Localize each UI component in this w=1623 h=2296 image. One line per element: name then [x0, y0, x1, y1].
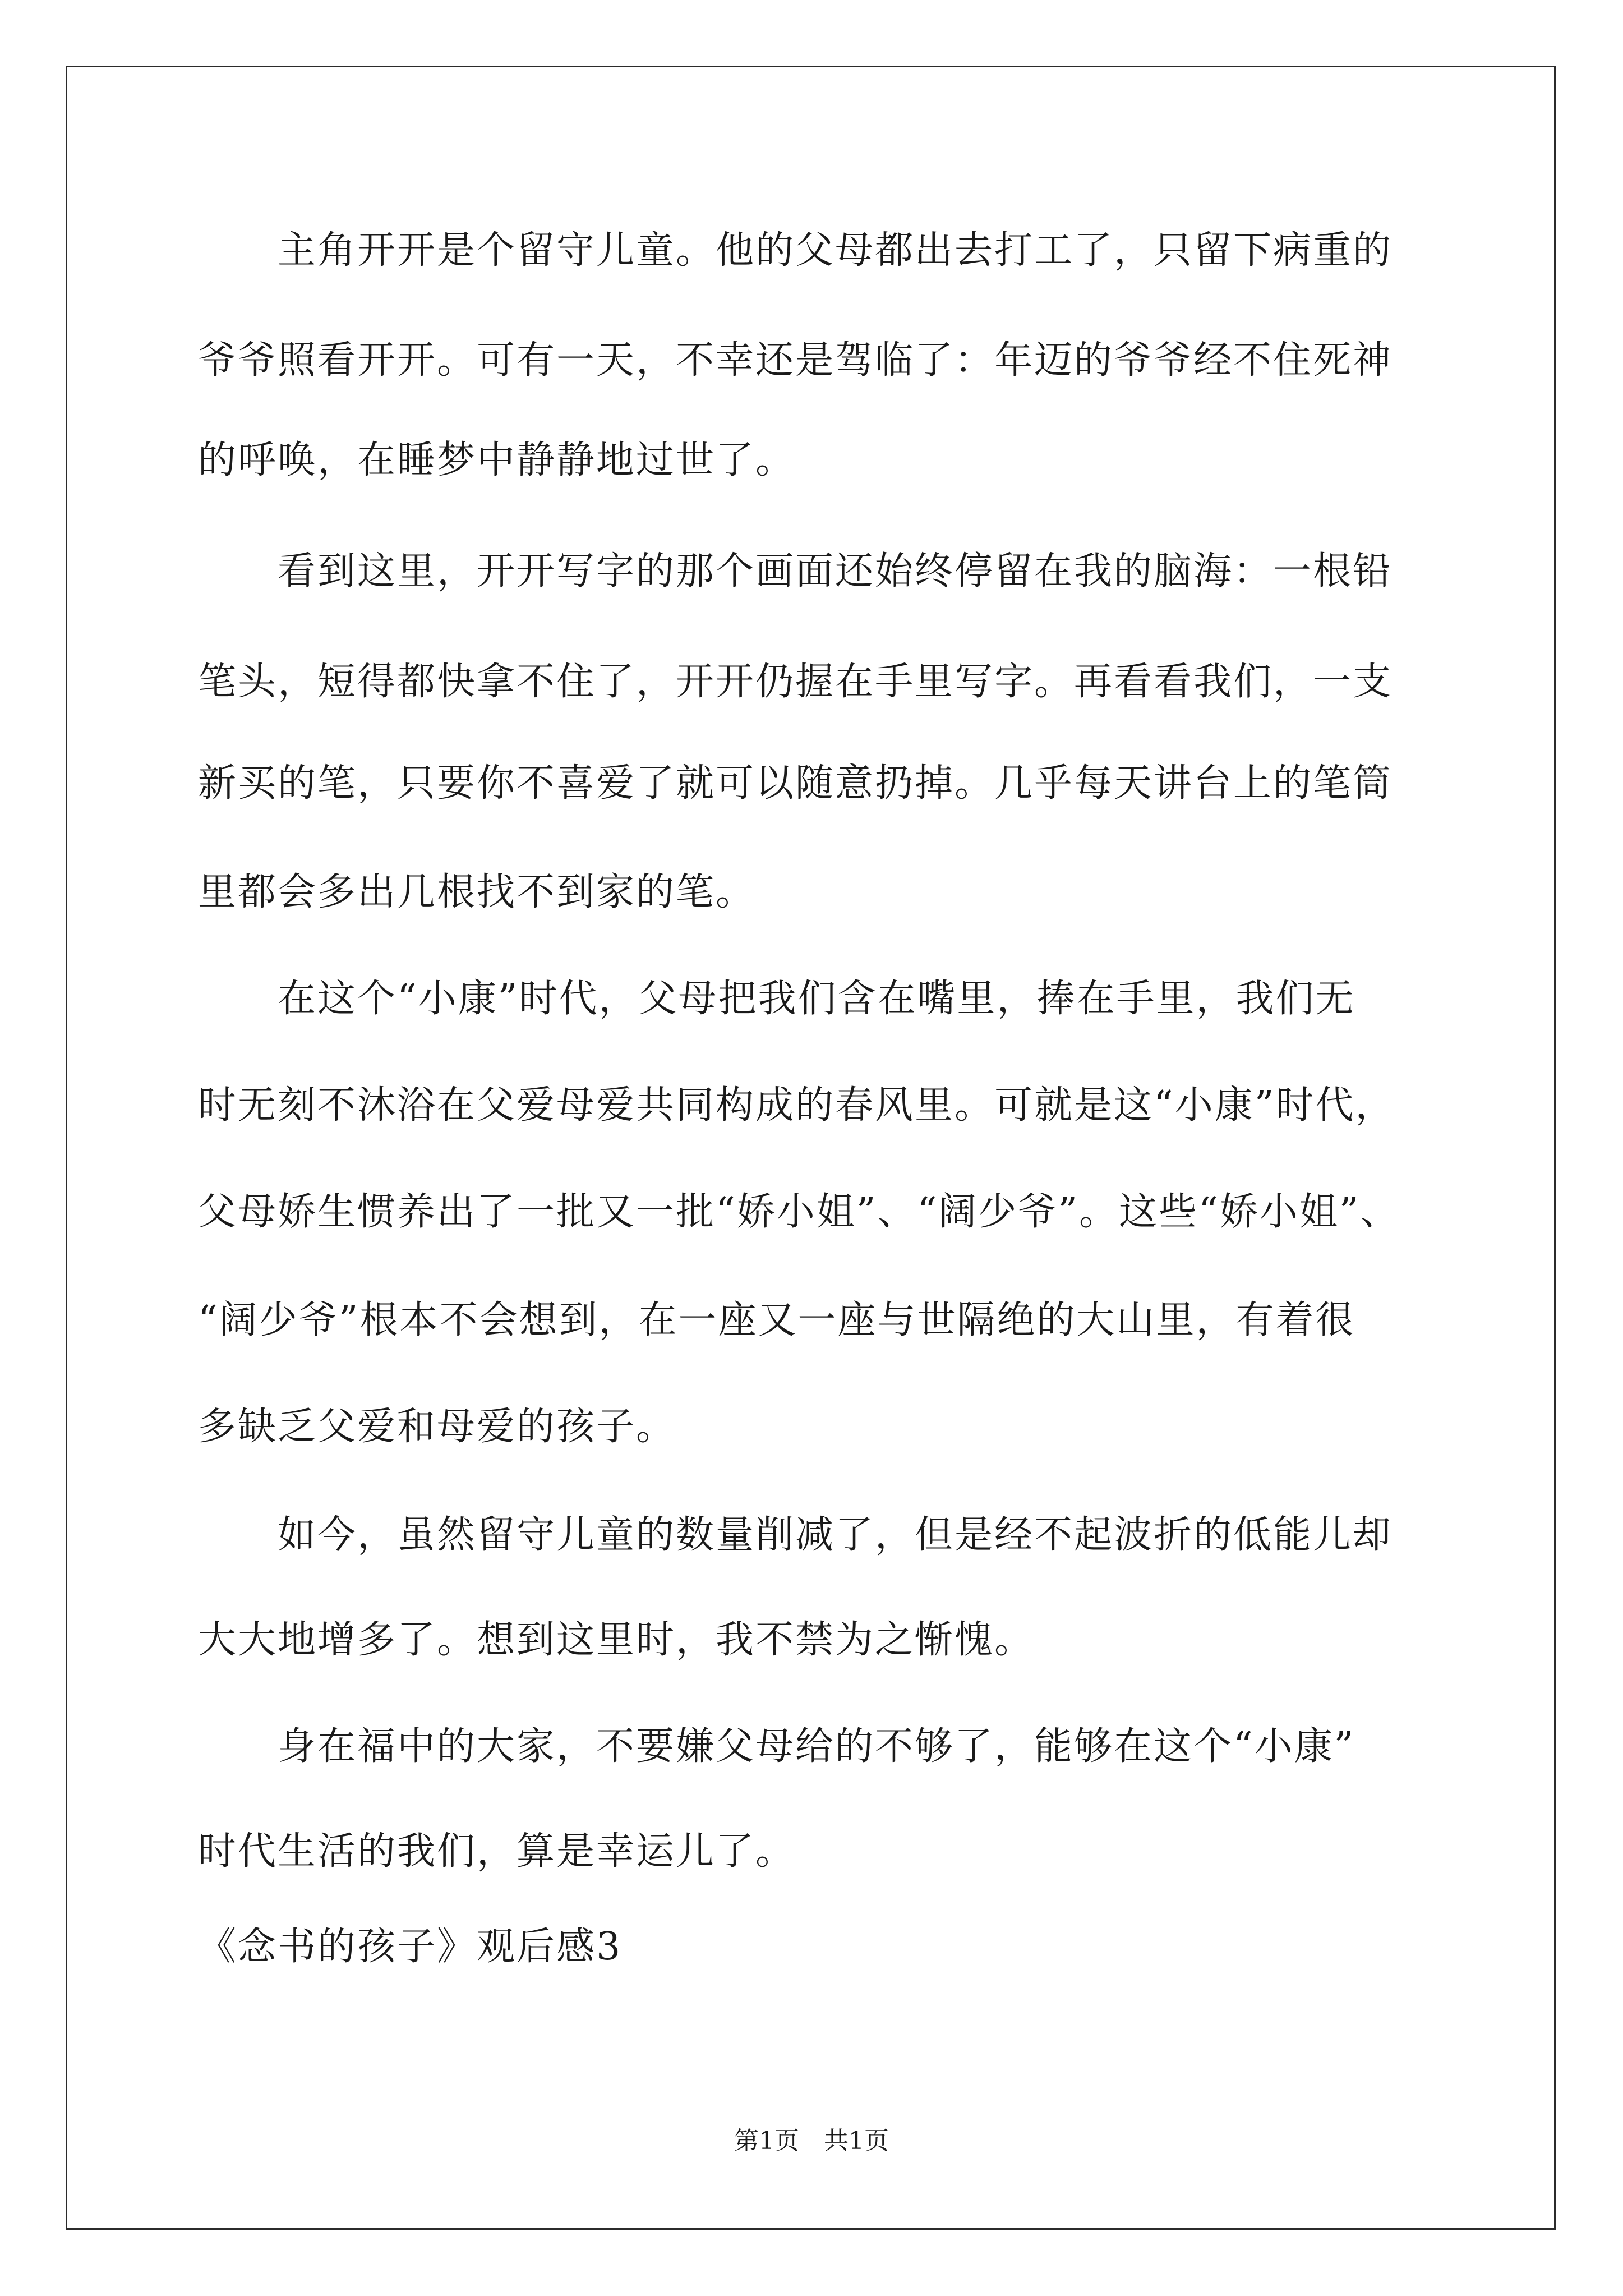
text-line: 在这个“小康”时代，父母把我们含在嘴里，捧在手里，我们无: [198, 977, 1355, 1021]
page-footer: 第1页 共1页: [734, 2127, 889, 2155]
text-line: 时无刻不沐浴在父爱母爱共同构成的春风里。可就是这“小康”时代，: [198, 1083, 1395, 1128]
text-line: 大大地增多了。想到这里时，我不禁为之惭愧。: [198, 1618, 1035, 1662]
text-line: 里都会多出几根找不到家的笔。: [198, 870, 756, 914]
text-line: 身在福中的大家，不要嫌父母给的不够了，能够在这个“小康”: [198, 1724, 1355, 1769]
text-line: “阔少爷”根本不会想到，在一座又一座与世隔绝的大山里，有着很: [198, 1298, 1355, 1342]
text-line: 看到这里，开开写字的那个画面还始终停留在我的脑海：一根铅: [198, 549, 1393, 593]
section-heading: 《念书的孩子》观后感3: [198, 1925, 623, 1969]
text-line: 父母娇生惯养出了一批又一批“娇小姐”、“阔少爷”。这些“娇小姐”、: [198, 1190, 1400, 1234]
text-line: 多缺乏父爱和母爱的孩子。: [198, 1405, 676, 1449]
text-line: 主角开开是个留守儿童。他的父母都出去打工了，只留下病重的: [198, 228, 1393, 273]
page-border: [66, 66, 1556, 2230]
text-line: 爷爷照看开开。可有一天，不幸还是驾临了：年迈的爷爷经不住死神: [198, 338, 1393, 383]
text-line: 如今，虽然留守儿童的数量削减了，但是经不起波折的低能儿却: [198, 1513, 1393, 1557]
text-line: 的呼唤，在睡梦中静静地过世了。: [198, 438, 796, 482]
text-line: 时代生活的我们，算是幸运儿了。: [198, 1829, 796, 1874]
text-line: 笔头，短得都快拿不住了，开开仍握在手里写字。再看看我们，一支: [198, 660, 1393, 704]
text-line: 新买的笔，只要你不喜爱了就可以随意扔掉。几乎每天讲台上的笔筒: [198, 761, 1393, 806]
